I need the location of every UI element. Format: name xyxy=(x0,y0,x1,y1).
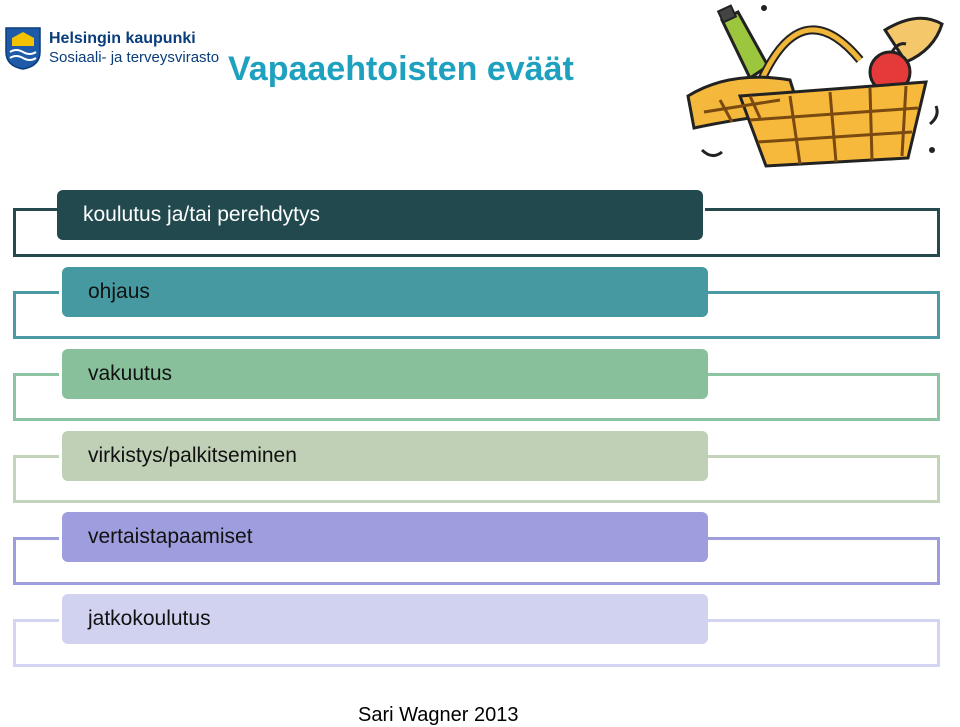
list-item-guidance: ohjaus xyxy=(62,267,708,317)
list-item-training: koulutus ja/tai perehdytys xyxy=(57,190,703,240)
department-name: Sosiaali- ja terveysvirasto xyxy=(49,49,220,66)
city-logo xyxy=(4,26,229,72)
list-item-insurance: vakuutus xyxy=(62,349,708,399)
list-item-recreation: virkistys/palkitseminen xyxy=(62,431,708,481)
helsinki-crest-icon xyxy=(4,26,42,70)
org-name: Helsingin kaupunki xyxy=(49,30,196,47)
list-item-further-training: jatkokoulutus xyxy=(62,594,708,644)
list-item-peer-meetings: vertaistapaamiset xyxy=(62,512,708,562)
page-title: Vapaaehtoisten eväät xyxy=(228,50,574,88)
picnic-basket-icon xyxy=(680,0,950,172)
footer-author: Sari Wagner 2013 xyxy=(358,704,519,726)
